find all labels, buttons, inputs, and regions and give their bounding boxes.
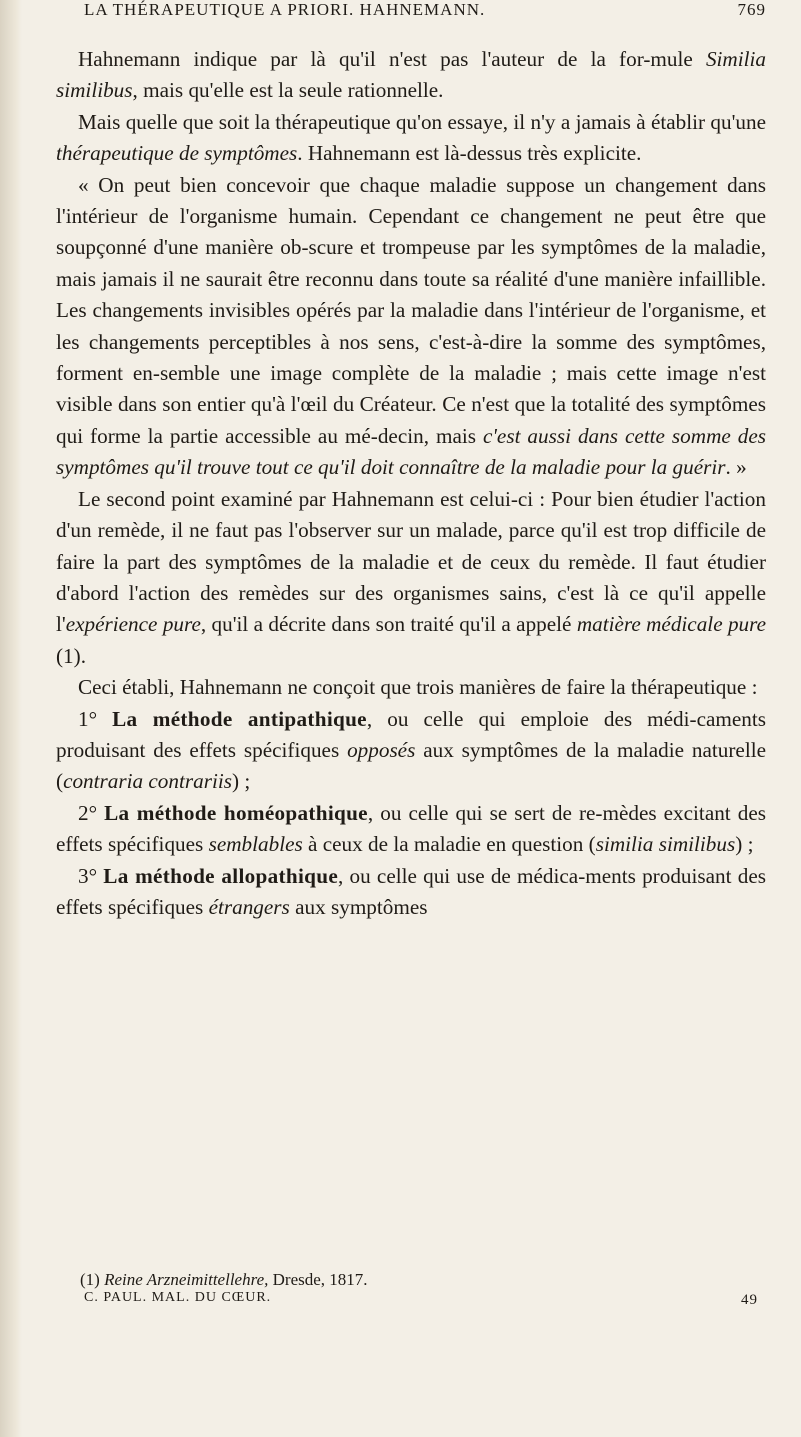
scan-page-edge xyxy=(0,0,22,1437)
text-run: , mais qu'elle est la seule rationnelle. xyxy=(132,78,444,103)
text-run: à ceux de la maladie en question ( xyxy=(302,832,596,857)
text-run: 3° xyxy=(78,863,104,888)
body-text xyxy=(56,44,766,923)
paragraph xyxy=(56,704,766,798)
italic-text: opposés xyxy=(347,737,416,762)
bold-text: La méthode homéopathique xyxy=(104,800,368,825)
text-run: , ou celle qui se sert de re-mèdes excitant des effets spécifiques xyxy=(56,800,766,857)
text-run: . » xyxy=(725,455,747,480)
italic-text: c'est aussi dans cette somme des symptômes qu'il trouve tout ce qu'il doit connaître de la maladie pour la guérir xyxy=(56,423,766,480)
italic-text: similia similibus xyxy=(595,832,736,857)
signature-mark: C. PAUL. MAL. DU CŒUR. xyxy=(84,1290,272,1305)
text-run: , ou celle qui use de médica-ments produisant des effets spécifiques xyxy=(56,863,766,919)
text-run: , qu'il a décrite dans son traité qu'il a appelé xyxy=(200,612,577,637)
italic-text: semblables xyxy=(208,832,303,857)
italic-text: expérience pure xyxy=(65,612,201,637)
text-run: . Hahnemann est là-dessus très explicite. xyxy=(297,141,642,166)
text-run: Le second point examiné par Hahnemann est celui-ci : Pour bien étudier l'action d'un remède, il ne faut pas l'observer sur un malade, parce qu'il est trop difficile de faire la part des symptômes de la maladie et de ceux du remède. Il faut étudier d'abord l'action des remèdes sur des organismes sains, c'est là ce qu'il appelle l' xyxy=(56,486,766,637)
italic-text: contraria contrariis xyxy=(63,769,232,794)
italic-text: matière médicale pure xyxy=(576,612,767,637)
footnote-title: Reine Arzneimittellehre, xyxy=(104,1270,269,1289)
text-run: Ceci établi, Hahnemann ne conçoit que trois manières de faire la thérapeutique : xyxy=(78,675,758,700)
text-run: aux symptômes xyxy=(289,894,428,919)
paragraph xyxy=(56,107,766,170)
bold-text: La méthode antipathique xyxy=(112,706,367,731)
paragraph xyxy=(56,861,766,924)
text-run: Mais quelle que soit la thérapeutique qu'on essaye, il n'y a jamais à établir qu'une xyxy=(78,109,766,134)
paragraph xyxy=(56,672,766,703)
text-run: , ou celle qui emploie des médi-caments produisant des effets spécifiques xyxy=(56,706,766,762)
footnote-marker: (1) xyxy=(80,1270,105,1289)
running-title: LA THÉRAPEUTIQUE A PRIORI. HAHNEMANN. xyxy=(84,0,486,19)
text-run: aux symptômes de la maladie naturelle ( xyxy=(56,737,767,794)
footnote-rest: Dresde, 1817. xyxy=(268,1270,368,1289)
text-run: 2° xyxy=(78,800,105,825)
bold-text: La méthode allopathique xyxy=(103,863,339,888)
page-number: 769 xyxy=(737,0,766,19)
italic-text: thérapeutique de symptômes xyxy=(56,141,298,166)
italic-text: étrangers xyxy=(208,894,290,919)
text-run: ) ; xyxy=(231,769,251,794)
paragraph xyxy=(56,44,766,107)
text-run: Hahnemann indique par là qu'il n'est pas l'auteur de la for-mule xyxy=(78,47,706,71)
footnotes xyxy=(80,1268,766,1292)
running-header xyxy=(84,0,766,20)
signature-number: 49 xyxy=(741,1292,758,1308)
paragraph xyxy=(56,170,766,484)
paragraph xyxy=(56,484,766,672)
text-run: 1° xyxy=(78,706,113,731)
italic-text: Similia similibus xyxy=(56,47,766,103)
footnote-1 xyxy=(80,1268,766,1292)
text-run: (1). xyxy=(56,643,87,668)
text-run: ) ; xyxy=(735,832,754,857)
paragraph xyxy=(56,798,766,861)
text-run: « On peut bien concevoir que chaque maladie suppose un changement dans l'intérieur de l'organisme humain. Cependant ce changement ne peut être que soupçonné d'une manière ob-scure et trompeuse par les symptômes de la maladie, mais jamais il ne saurait être reconnu dans toute sa réalité d'une manière infaillible. Les changements invisibles opérés par la maladie dans l'intérieur de l'organisme, et les changements perceptibles à nos sens, c'est-à-dire la somme des symptômes, forment en-semble une image complète de la maladie ; mais cette image n'est visible dans son entier qu'à l'œil du Créateur. Ce n'est que la totalité des symptômes qui forme la partie accessible au mé-decin, mais xyxy=(56,172,766,448)
